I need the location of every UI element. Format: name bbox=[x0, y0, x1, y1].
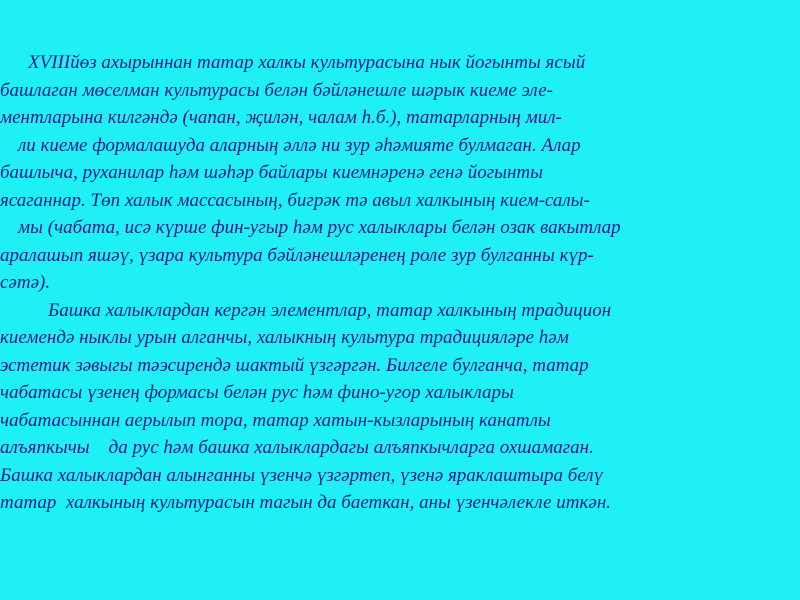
text-line: башлыча, руханилар һәм шәһәр байлары киемнәренә генә йогынты bbox=[0, 162, 544, 183]
text-line: башлаган мөселман культурасы белән бәйләнешле шәрык киеме эле- bbox=[0, 79, 553, 101]
text-line: мы (чабата, исә күрше фин-угыр һәм рус халыклары белән озак вакытлар bbox=[18, 217, 621, 238]
text-line: чабатасыннан аерылып тора, татар хатын-кызларының канатлы bbox=[0, 409, 551, 431]
text-line: аралашып яшәү, үзара культура бәйләнешләренең роле зур булганны күр- bbox=[0, 244, 594, 266]
text-line: алъяпкычы да рус һәм башка халыклардагы алъяпкычларга охшамаган. bbox=[0, 437, 594, 458]
text-line: Башка халыклардан алынганны үзенчә үзгәртеп, үзенә яраклаштыра белү bbox=[0, 464, 604, 486]
text-line: сәтә). bbox=[0, 272, 51, 293]
text-line: ясаганнар. Төп халык массасының, бигрәк тә авыл халкының кием-салы- bbox=[0, 189, 590, 211]
text-line: Башка халыклардан кергән элементлар, татар халкының традицион bbox=[48, 299, 612, 321]
body-text bbox=[0, 49, 800, 517]
text-line: XVIIIйөз ахырыннан татар халкы культурасына нык йогынты ясый bbox=[28, 52, 586, 73]
text-line: эстетик зәвыгы тәэсирендә шактый үзгәргән. Билгеле булганча, татар bbox=[0, 354, 589, 376]
text-line: татар халкының культурасын тагын да баеткан, аны үзенчәлекле иткән. bbox=[0, 492, 611, 513]
text-line: ментларына килгәндә (чапан, җилән, чалам һ.б.), татарларның мил- bbox=[0, 107, 562, 128]
text-line: чабатасы үзенең формасы белән рус һәм фино-угор халыклары bbox=[0, 382, 514, 403]
text-line: ли киеме формалашуда аларның әллә ни зур әһәмияте булмаган. Алар bbox=[18, 134, 581, 156]
text-line: киемендә ныклы урын алганчы, халыкның культура традицияләре һәм bbox=[0, 327, 569, 348]
